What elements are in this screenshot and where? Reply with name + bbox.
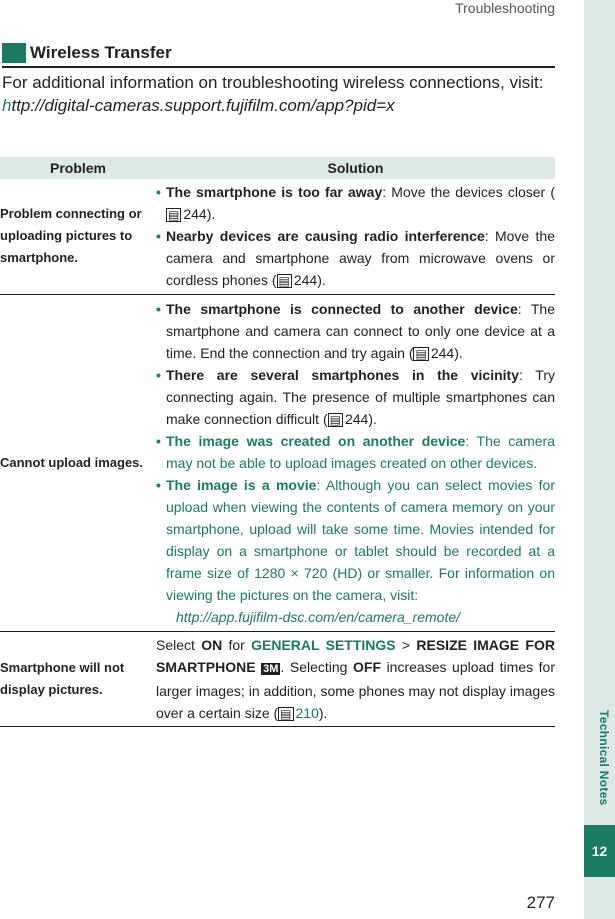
solution-cell: Select ON for GENERAL SETTINGS > RESIZE IMAGE FOR SMARTPHONE 3M . Selecting OFF increases upload times for larger images; in addition, some phones may not display images over a certain size ( ▤ 210).	[156, 631, 555, 726]
table-row	[0, 179, 555, 294]
page-ref-icon: ▤	[329, 412, 341, 427]
col-solution: Solution	[156, 157, 555, 179]
chapter-tab[interactable]: 12	[584, 825, 615, 877]
solution-cell: • The smartphone is too far away: Move the devices closer (▤ 244). • Nearby devices are causing radio interference: Move the camera and smartphone away from microwave ovens or cordless phones ( ▤ 244).	[156, 179, 555, 294]
bullet-icon: •	[156, 300, 161, 317]
sidebar-label: Technical Notes	[597, 710, 611, 806]
table-row	[0, 294, 555, 631]
size-3m-icon: 3M	[263, 662, 279, 675]
problem-cell: Problem connecting or uploading pictures to smartphone.	[0, 179, 156, 294]
col-problem: Problem	[0, 157, 156, 179]
resize-image-option: RESIZE IMAGE FOR SMARTPHONE	[156, 636, 555, 675]
section-title: Wireless Transfer	[30, 43, 172, 62]
problem-cell: Cannot upload images.	[0, 294, 156, 631]
solution-cell: • The smartphone is connected to another device: The smartphone and camera can connect to only one device at a time. End the connection and try again ( ▤ 244). • There are several smartphones in the vicinity: Try connecting again. The presence of multiple smartphones can make connection difficult ( ▤ 244). • The image was created on another device: The camera may not be able to upload images created on other devices. • The image is a movie: Although you can select movies for upload when viewing the contents of camera memory on your smartphone, upload will take some time. Movies intended for display on a smartphone or tablet should be recorded at a frame size of 1280 × 720 (HD) or smaller. For information on viewing the pictures on the camera, visit: http://app.fujifilm-dsc.com/en/camera_remote/	[156, 294, 555, 631]
page-ref-icon: ▤	[168, 208, 180, 223]
page-ref-icon: ▤	[278, 274, 290, 289]
general-settings-menu: GENERAL SETTINGS	[251, 636, 396, 653]
bullet-icon: •	[156, 432, 161, 449]
camera-remote-url[interactable]: http://app.fujifilm-dsc.com/en/camera_remote/	[176, 608, 461, 625]
running-header: Troubleshooting	[455, 0, 555, 16]
section-heading	[2, 40, 555, 68]
heading-marker-icon	[2, 43, 26, 63]
wireless-transfer-section	[2, 40, 555, 117]
bullet-icon: •	[156, 228, 161, 245]
chapter-sidebar	[584, 0, 615, 919]
bullet-icon: •	[156, 366, 161, 383]
page-ref-icon: ▤	[280, 706, 292, 721]
bullet-icon: •	[156, 476, 161, 493]
problem-cell: Smartphone will not display pictures.	[0, 631, 156, 726]
page-number: 277	[526, 893, 555, 912]
intro-text: For additional information on troubleshooting wireless connections, visit:	[2, 73, 544, 92]
table-row	[0, 631, 555, 726]
troubleshooting-table	[0, 157, 555, 727]
page-ref-icon: ▤	[415, 346, 427, 361]
bullet-icon: •	[156, 184, 161, 201]
support-url[interactable]: http://digital-cameras.support.fujifilm.com/app?pid=x	[2, 96, 395, 115]
